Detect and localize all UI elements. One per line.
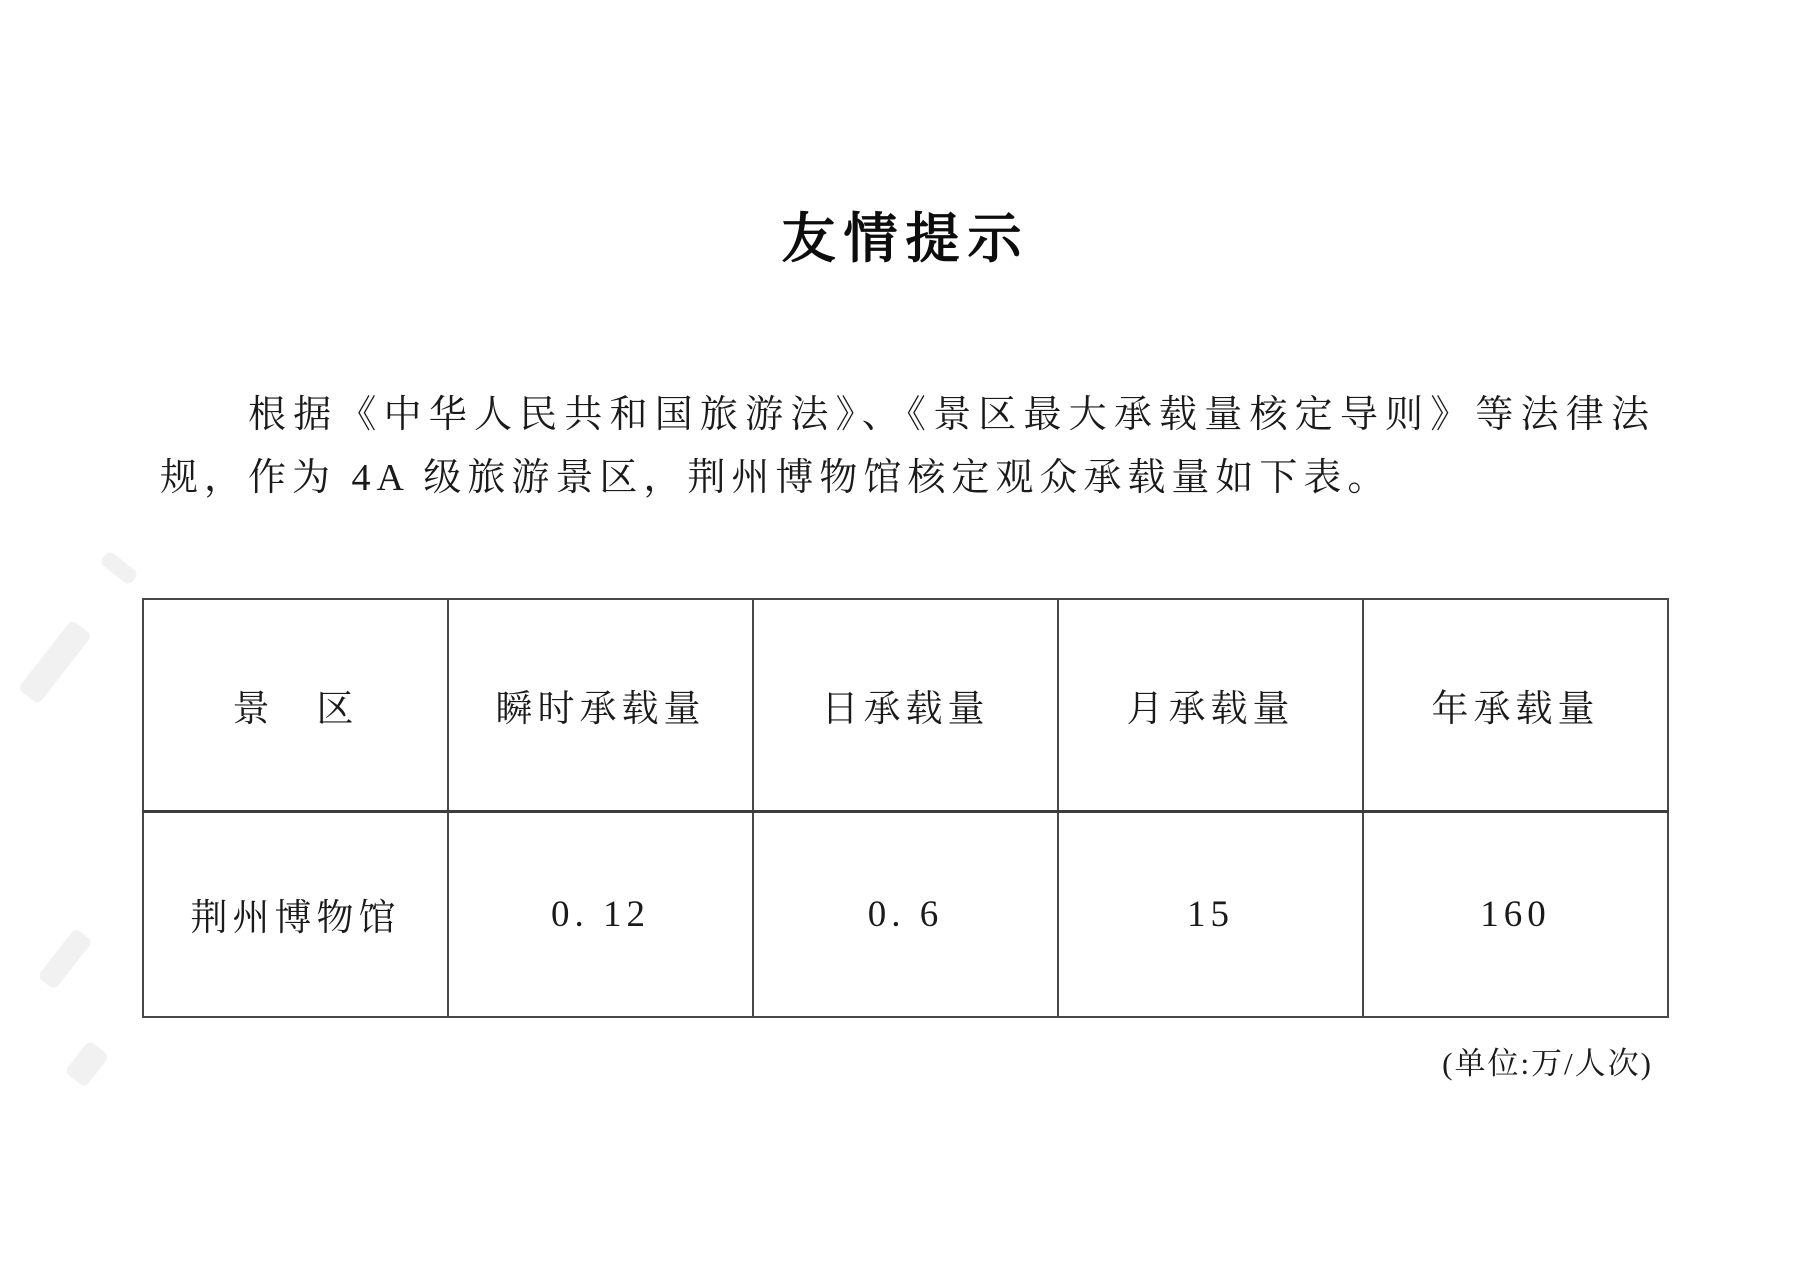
header-cell-yearly-capacity: 年承载量: [1363, 599, 1668, 811]
cell-yearly-capacity: 160: [1363, 811, 1668, 1017]
table-row: [143, 811, 1668, 1017]
scan-artifact: [18, 619, 93, 704]
cell-monthly-capacity: 15: [1058, 811, 1363, 1017]
header-cell-instant-capacity: 瞬时承载量: [448, 599, 753, 811]
cell-instant-capacity: 0. 12: [448, 811, 753, 1017]
capacity-table: [142, 598, 1669, 1018]
header-cell-daily-capacity: 日承载量: [753, 599, 1058, 811]
scan-artifact: [99, 550, 139, 586]
scan-artifact: [37, 928, 93, 990]
header-cell-scenic-area: 景 区: [143, 599, 448, 811]
cell-daily-capacity: 0. 6: [753, 811, 1058, 1017]
table-header-row: [143, 599, 1668, 811]
unit-note: (单位:万/人次): [1442, 1046, 1653, 1081]
scan-artifact: [64, 1040, 109, 1088]
page-title: 友情提示: [781, 209, 1030, 269]
cell-scenic-area: 荆州博物馆: [143, 811, 448, 1017]
body-paragraph: 根据《中华人民共和国旅游法》、《景区最大承载量核定导则》等法律法规，作为 4A 级旅游景区，荆州博物馆核定观众承载量如下表。: [160, 394, 1655, 499]
header-cell-monthly-capacity: 月承载量: [1058, 599, 1363, 811]
